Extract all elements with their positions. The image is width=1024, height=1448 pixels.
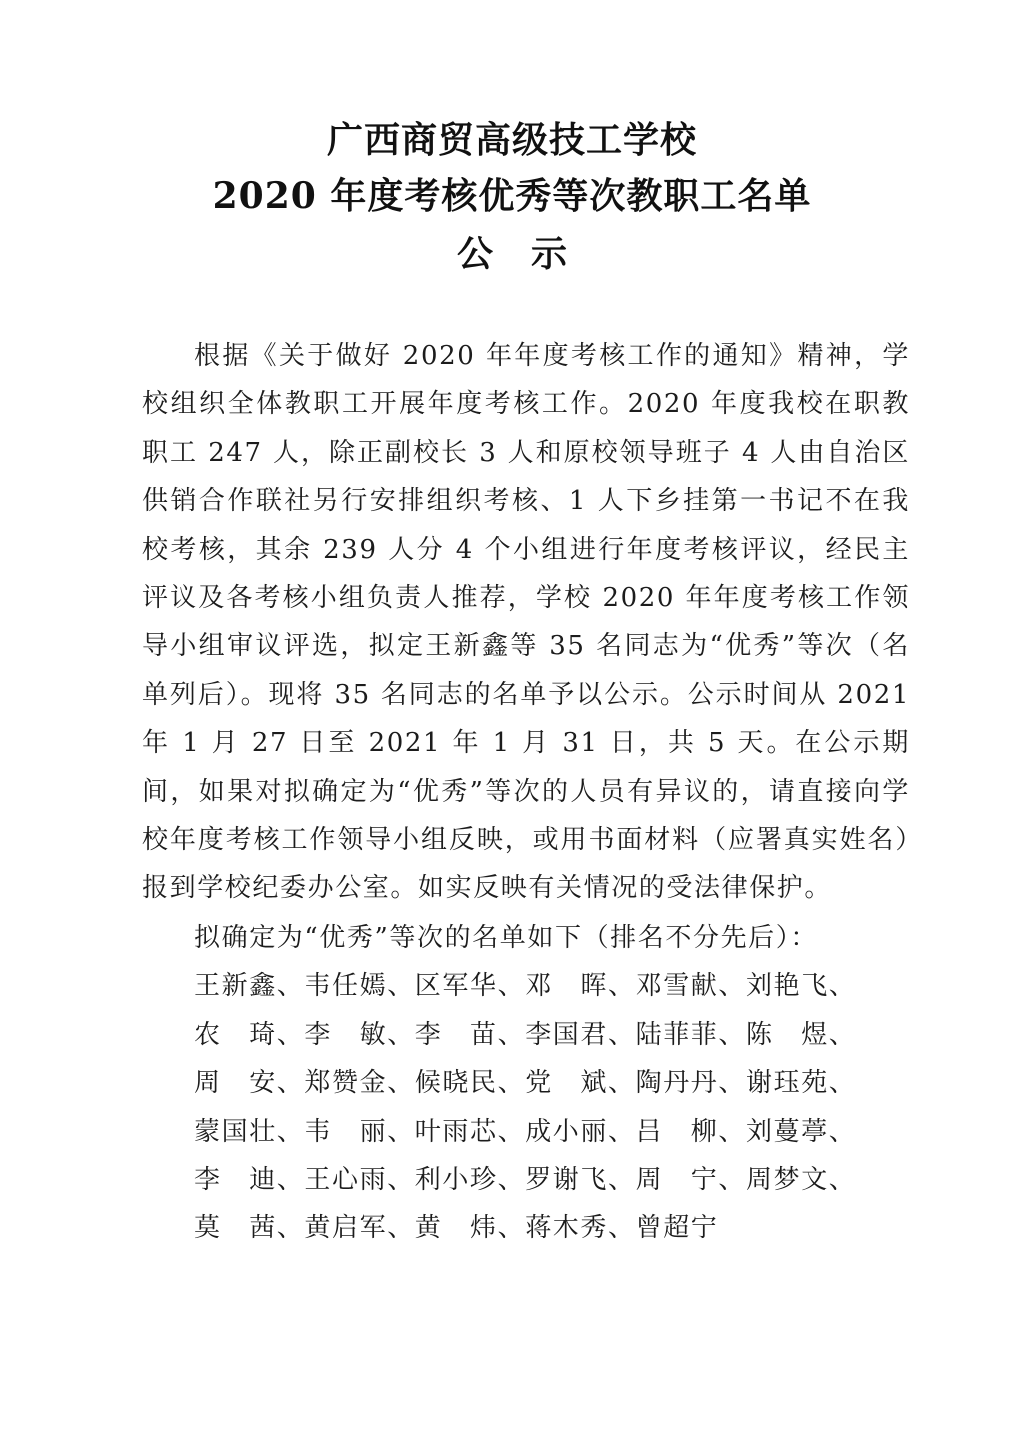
title-school-name: 广西商贸高级技工学校 xyxy=(326,119,697,161)
names-row: 农 琦、李 敏、李 苗、李国君、陆菲菲、陈 煜、 xyxy=(194,1019,857,1050)
names-row: 蒙国壮、韦 丽、叶雨芯、成小丽、吕 柳、刘蔓葶、 xyxy=(194,1116,857,1147)
names-row: 李 迪、王心雨、利小珍、罗谢飞、周 宁、周梦文、 xyxy=(194,1164,857,1195)
names-list xyxy=(194,962,910,1252)
document-body xyxy=(142,332,910,1253)
names-row: 周 安、郑赞金、候晓民、党 斌、陶丹丹、谢珏苑、 xyxy=(194,1068,857,1099)
names-row: 王新鑫、韦任嫣、区军华、邓 晖、邓雪献、刘艳飞、 xyxy=(194,971,857,1002)
body-paragraph: 根据《关于做好 2020 年年度考核工作的通知》精神，学校组织全体教职工开展年度考核工作。2020 年度我校在职教职工 247 人，除正副校长 3 人和原校领导班子 4 人由自治区供销合作联社另行安排组织考核、1 人下乡挂第一书记不在我校考核，其余 239 人分 4 个小组进行年度考核评议，经民主评议及各考核小组负责人推荐，学校 2020 年年度考核工作领导小组审议评选，拟定王新鑫等 35 名同志为“优秀”等次（名单列后）。现将 35 名同志的名单予以公示。公示时间从 2021 年 1 月 27 日至 2021 年 1 月 31 日，共 5 天。在公示期间，如果对拟确定为“优秀”等次的人员有异议的，请直接向学校年度考核工作领导小组反映，或用书面材料（应署真实姓名）报到学校纪委办公室。如实反映有关情况的受法律保护。 xyxy=(142,341,910,904)
title-notice: 公示 xyxy=(456,233,605,275)
title-list-name: 2020 年度考核优秀等次教职工名单 xyxy=(212,175,812,217)
names-row: 莫 茜、黄启军、黄 炜、蒋木秀、曾超宁 xyxy=(194,1213,719,1244)
document-title xyxy=(0,112,1024,282)
names-intro: 拟确定为“优秀”等次的名单如下（排名不分先后）： xyxy=(194,922,818,953)
